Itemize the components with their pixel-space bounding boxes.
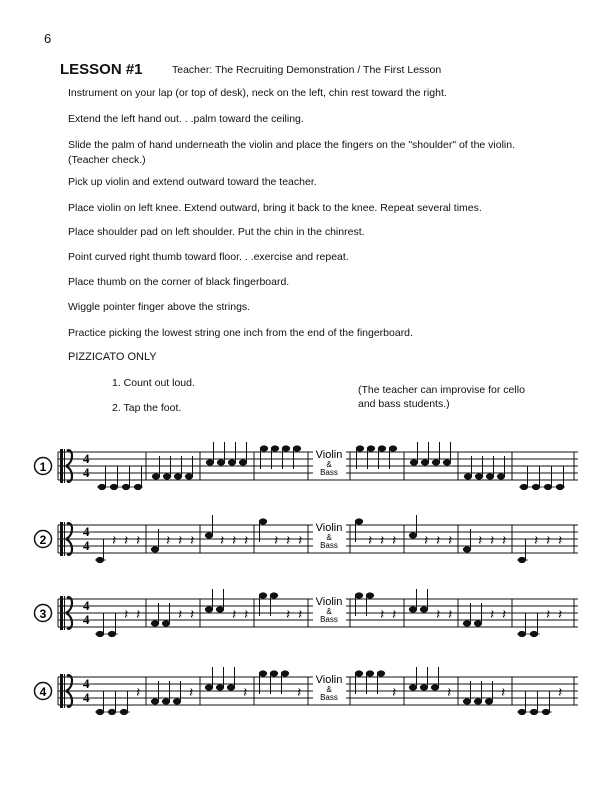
svg-text:𝄽: 𝄽: [298, 607, 303, 623]
ampersand-label: &: [326, 685, 332, 694]
svg-text:𝄽: 𝄽: [166, 533, 171, 549]
pizzicato-step-2: 2. Tap the foot.: [112, 402, 182, 414]
instruction-1: Instrument on your lap (or top of desk), neck on the left, chin rest toward the right.: [68, 87, 447, 99]
time-sig-bottom: 4: [83, 465, 90, 480]
exercise-number: 4: [39, 685, 47, 699]
svg-text:𝄽: 𝄽: [424, 533, 429, 549]
violin-label: Violin: [315, 522, 343, 534]
svg-text:𝄽: 𝄽: [136, 533, 141, 549]
instruction-8: Place thumb on the corner of black fingerboard.: [68, 276, 290, 288]
svg-text:𝄽: 𝄽: [448, 607, 453, 623]
svg-text:𝄽: 𝄽: [392, 607, 397, 623]
time-sig-top: 4: [83, 598, 90, 613]
time-sig-top: 4: [83, 524, 90, 539]
svg-text:𝄽: 𝄽: [392, 533, 397, 549]
svg-text:𝄽: 𝄽: [501, 685, 506, 701]
instruction-3: Slide the palm of hand underneath the violin and place the fingers on the "shoulder" of the violin. (Teacher check.): [68, 139, 516, 166]
svg-text:𝄽: 𝄽: [286, 533, 291, 549]
svg-text:𝄽: 𝄽: [189, 685, 194, 701]
violin-label: Violin: [315, 449, 343, 461]
svg-text:𝄽: 𝄽: [232, 607, 237, 623]
svg-text:𝄽: 𝄽: [244, 607, 249, 623]
time-sig-bottom: 4: [83, 612, 90, 627]
svg-text:𝄽: 𝄽: [448, 533, 453, 549]
svg-text:𝄽: 𝄽: [190, 533, 195, 549]
svg-text:𝄽: 𝄽: [124, 607, 129, 623]
svg-text:𝄽: 𝄽: [112, 533, 117, 549]
svg-text:𝄽: 𝄽: [298, 533, 303, 549]
time-sig-top: 4: [83, 451, 90, 466]
instruction-10: Practice picking the lowest string one inch from the end of the fingerboard.: [68, 327, 413, 339]
svg-text:𝄽: 𝄽: [436, 607, 441, 623]
instruction-5: Place violin on left knee. Extend outward, bring it back to the knee. Repeat several times.: [68, 202, 482, 214]
instruction-7: Point curved right thumb toward floor. . .exercise and repeat.: [68, 251, 349, 263]
svg-text:𝄽: 𝄽: [546, 533, 551, 549]
svg-text:𝄽: 𝄽: [502, 533, 507, 549]
svg-text:𝄽: 𝄽: [502, 607, 507, 623]
svg-text:𝄽: 𝄽: [380, 533, 385, 549]
bass-label: Bass: [320, 693, 338, 702]
svg-text:𝄽: 𝄽: [190, 607, 195, 623]
bass-label: Bass: [320, 468, 338, 477]
svg-text:𝄽: 𝄽: [124, 533, 129, 549]
svg-text:𝄽: 𝄽: [447, 685, 452, 701]
violin-label: Violin: [315, 596, 343, 608]
svg-text:𝄽: 𝄽: [286, 607, 291, 623]
exercise-number: 3: [39, 607, 47, 621]
page-number: 6: [44, 31, 52, 46]
svg-text:𝄽: 𝄽: [490, 533, 495, 549]
svg-text:𝄽: 𝄽: [558, 685, 563, 701]
exercise-4: [35, 667, 579, 715]
svg-text:𝄽: 𝄽: [534, 533, 539, 549]
svg-text:𝄽: 𝄽: [178, 607, 183, 623]
svg-text:𝄽: 𝄽: [490, 607, 495, 623]
time-sig-top: 4: [83, 676, 90, 691]
teacher-note: (The teacher can improvise for cello and bass students.): [358, 384, 525, 410]
svg-text:𝄽: 𝄽: [478, 533, 483, 549]
svg-text:𝄽: 𝄽: [558, 533, 563, 549]
violin-label: Violin: [315, 674, 343, 686]
exercise-number: 2: [39, 533, 47, 547]
ampersand-label: &: [326, 533, 332, 542]
instruction-4: Pick up violin and extend outward toward the teacher.: [68, 176, 317, 188]
svg-text:𝄽: 𝄽: [243, 685, 248, 701]
lesson-subtitle: Teacher: The Recruiting Demonstration / The First Lesson: [172, 64, 442, 76]
svg-text:𝄽: 𝄽: [380, 607, 385, 623]
svg-text:𝄽: 𝄽: [244, 533, 249, 549]
instruction-9: Wiggle pointer finger above the strings.: [68, 301, 251, 313]
svg-text:𝄽: 𝄽: [232, 533, 237, 549]
svg-text:𝄽: 𝄽: [368, 533, 373, 549]
bass-label: Bass: [320, 615, 338, 624]
svg-text:𝄽: 𝄽: [558, 607, 563, 623]
ampersand-label: &: [326, 460, 332, 469]
exercise-2: [35, 515, 579, 563]
pizzicato-heading: PIZZICATO ONLY: [68, 351, 157, 363]
svg-text:𝄽: 𝄽: [220, 533, 225, 549]
bass-label: Bass: [320, 541, 338, 550]
time-sig-bottom: 4: [83, 690, 90, 705]
instruction-2: Extend the left hand out. . .palm toward the ceiling.: [68, 113, 304, 125]
pizzicato-step-1: 1. Count out loud.: [112, 377, 195, 389]
svg-text:𝄽: 𝄽: [274, 533, 279, 549]
instruction-6: Place shoulder pad on left shoulder. Put the chin in the chinrest.: [68, 226, 365, 238]
svg-text:𝄽: 𝄽: [392, 685, 397, 701]
svg-text:𝄽: 𝄽: [436, 533, 441, 549]
exercise-3: [35, 589, 579, 637]
time-sig-bottom: 4: [83, 538, 90, 553]
lesson-title: LESSON #1: [60, 61, 143, 78]
svg-text:𝄽: 𝄽: [136, 685, 141, 701]
svg-text:𝄽: 𝄽: [178, 533, 183, 549]
svg-text:𝄽: 𝄽: [136, 607, 141, 623]
ampersand-label: &: [326, 607, 332, 616]
exercise-1: [35, 442, 579, 490]
svg-text:𝄽: 𝄽: [546, 607, 551, 623]
exercise-number: 1: [39, 460, 47, 474]
svg-text:𝄽: 𝄽: [297, 685, 302, 701]
